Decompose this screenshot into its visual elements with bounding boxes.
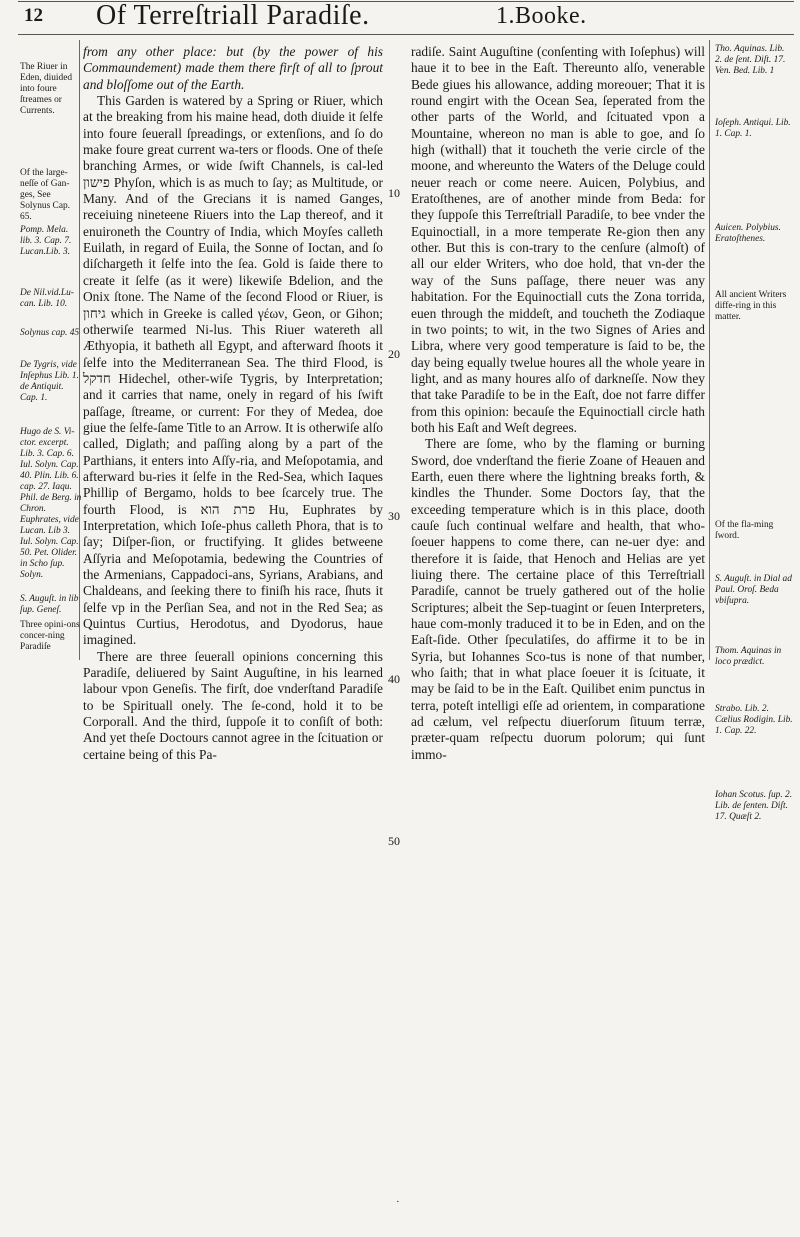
right-margin-rule [709, 40, 710, 660]
margin-note-flaming-sword: Of the fla-ming ſword. [715, 520, 774, 541]
left-paragraph-opinions: There are three ſeuerall opinions concerning this Paradiſe, deliuered by Saint Auguſtine, in his learned labour vpon Geneſis. The firſt, doe vnderſtand Paradiſe to be Spirituall onely. The ſe-cond, hold it to be Corporall. And the third, ſuppoſe it to conſiſt of both: And yet theſe Doctours cannot agree in the ſcituation or certaine being of this Pa- [83, 648, 383, 762]
margin-note-ganges: Of the large-neſſe of Gan-ges, See Solynus Cap. 65. [20, 168, 71, 222]
right-column [411, 44, 705, 763]
right-paragraph-flaming-sword: There are ſome, who by the flaming or burning Sword, doe vnderſtand the fierie Zoane of Heauen and Earth, euen there where the lightning breaks forth, & kindles the Thunder. Some Doctors ſay, that the exceeding temperature which is in this place, dooth cauſe ſuch continual welfare and health, that who-ſoeuer happens to come there, can ne-uer dye: and therefore it is ſaide, that Henoch and Helias are yet liuing there. The certaine place of this Terreſtriall Paradiſe, cannot be truely gathered out of the holie Scriptures; albeit the Sep-tuagint or ſeuen Interpreters, haue com-monly traduced it to be in Eden, and on the Eaſt-ſide. Other ſpeculatiſes, do affirme it to be in Syria, but Iohannes Sco-tus is none of that number, who ſaith; that in what place ſoeuer it is ſcituate, it may be ſaid to be in the Eaſt. Quilibet enim punctus in terra, poteſt intelligi eſſe ad orientem, in comparatione ad cælum, vel reſpectu diuerſorum ſituum terræ, præter-quam reſpectu duorum polorum; qui ſunt immo- [411, 436, 705, 762]
margin-note-josephus: Ioſeph. Antiqui. Lib. 1. Cap. 1. [715, 118, 791, 139]
left-paragraph-rivers: This Garden is watered by a Spring or Riuer, which at the breaking from his maine head, doth diuide it ſelfe into foure ſeuerall ſpreadings, or extenſions, and ſo do make foure great current wa-ters or floods. One of theſe branching Armes, or wide ſwift Channels, is cal-led פישון Phyſon, which is as much to ſay; as Multitude, or Many. And of the Grecians it is named Ganges, receiuing nineteene Riuers into the Lap thereof, and it enuironeth the Country of India, which Moyſes calleth Euilath, in regard of Euila, the Sonne of Ioctan, and ſo diſchargeth it ſelfe into the ſea. Gold is ſaide there to create it ſelfe (as it were) likewiſe Bdelion, and the Onix ſtone. The Name of the ſecond Flood or Riuer, is גיחון which in Greeke is called γέων, Geon, or Gihon; otherwiſe tearmed Ni-lus. This Riuer watereth all Æthyopia, it batheth all Egypt, and afterward ſhoots it ſelfe into the Mediterranean Sea. The third Flood, is חדקל Hidechel, other-wiſe Tygris, by Interpretation; and it carries that name, onely in regard of his ſwift paſſage, ſtreame, or current: For they of Medea, doe giue the ſelfe-ſame Title to an Arrow. It is otherwiſe alſo called, Diglath; and paſſing along by a part of the Parthians, it enters into Aſſy-ria, and Meſopotamia, and afterward bu-ries it ſelfe in the Red-Sea, which Iaques Phillip of Bergamo, holds to bee ſcarcely true. The fourth Flood, is פרת הוא Hu, Euphrates by Interpretation, which Ioſe-phus calleth Phora, that is to ſay; Diſper-ſion, or fructifying. It glides betweene Aſſyria and Meſopotamia, bedewing the Countries of the Armenians, Cappadoci-ans, Syrians, Arabians, and Chaldeans, and ſeeking there to finiſh his race, ſhuts it ſelfe vp in the Perſian Sea, and not in the Red Sea; as Quintus Curtius, Herodotus, and Dyodorus, haue imagined. [83, 93, 383, 648]
margin-note-scotus: Iohan Scotus. ſup. 2. Lib. de ſenten. Diſt. 17. Quæſt 2. [715, 790, 793, 822]
running-title: Of Terreſtriall Paradiſe. [96, 0, 370, 31]
margin-note-aquinas: Tho. Aquinas. Lib. 2. de ſent. Diſt. 17. Ven. Bed. Lib. 1 [715, 44, 786, 76]
footer-mark: · [396, 1196, 400, 1208]
right-paragraph-situation: radiſe. Saint Auguſtine (conſenting with Ioſephus) will haue it to bee in the Eaſt. Thereunto alſo, venerable Bede giues his allowance, adding moreouer; That it is round engirt with the Ocean Sea, ſeperated from the other parts of the World, and ſcituated vpon a Mountaine, whereon no man is able to goe, and ſo high (withall) that it toucheth the verie circle of the moone, and whereunto the Waters of the Deluge could neuer reach or come neere. Auicen, Polybius, and Eratoſthenes, are of another minde from Beda: for they ſuppoſe this Terreſtriall Paradiſe, to bee vnder the Equinoctiall, in a more temperate Re-gion then any other. But this is con-trary to the cenſure (almoſt) of all our elder Writers, who doe hold, that vn-der the way of the Suns paſſage, there neuer was any habitation. For the Equinoctiall cuts the Zona torrida, euen through the middeſt, and toucheth the Zodiaque in two points; to wit, in the two Signes of Aries and Libra, where very good temperature is ſaid to be, the day being equally twelue houres all the whole yeare in light, and as many houres alſo of darkneſſe. Now they that take Paradiſe to be in the Eaſt, doe not farre differ from this opinion: becauſe the Equinoctiall circle hath both his Eaſt and Weſt degrees. [411, 44, 705, 435]
margin-note-hugo: Hugo de S. Vi-ctor. excerpt. Lib. 3. Cap. 6. Iul. Solyn. Cap. 40. Plin. Lib. 6. cap. 27. Iaqu. Phil. de Berg. in Chron. Euphrates, vide Lucan. Lib 3. Iul. Solyn. Cap. 50. Pet. Olider. in Scho ſup. Solyn. [20, 427, 82, 580]
line-number-30: 30 [388, 509, 400, 523]
margin-note-ancient-writers: All ancient Writers diffe-ring in this matter. [715, 290, 787, 322]
line-number-10: 10 [388, 186, 400, 200]
margin-note-nile: De Nil.vid.Lu-can. Lib. 10. [20, 288, 74, 309]
header-rule [18, 34, 794, 35]
margin-note-eden: The Riuer in Eden, diuided into foure ſtreames or Currents. [20, 62, 73, 116]
margin-note-mela: Pomp. Mela. lib. 3. Cap. 7. Lucan.Lib. 3. [20, 225, 72, 257]
left-paragraph-intro: from any other place: but (by the power of his Commaundement) made them there firſt of all to ſprout and bloſſome out of the Earth. [83, 44, 383, 92]
margin-note-auicen: Auicen. Polybius. Eratoſthenes. [715, 223, 781, 244]
margin-note-three-opinions: Three opini-ons concer-ning Paradiſe [20, 620, 80, 652]
line-number-50: 50 [388, 834, 400, 848]
left-column [83, 44, 383, 763]
margin-note-augustine-dial: S. Auguſt. in Dial ad Paul. Oroſ. Beda vbiſupra. [715, 574, 792, 606]
margin-note-augustine: S. Auguſt. in lib ſup. Geneſ. [20, 594, 79, 615]
margin-note-solynus: Solynus cap. 45 [20, 328, 80, 338]
page-number: 12 [24, 5, 43, 26]
book-label: 1.Booke. [496, 3, 587, 29]
margin-note-tygris: De Tygris, vide Inſephus Lib. 1. de Antiquit. Cap. 1. [20, 360, 79, 403]
line-number-20: 20 [388, 347, 400, 361]
margin-note-strabo: Strabo. Lib. 2. Cælius Rodigin. Lib. 1. Cap. 22. [715, 704, 793, 736]
line-number-40: 40 [388, 672, 400, 686]
margin-note-aquinas-loco: Thom. Aquinas in loco prædict. [715, 646, 782, 667]
